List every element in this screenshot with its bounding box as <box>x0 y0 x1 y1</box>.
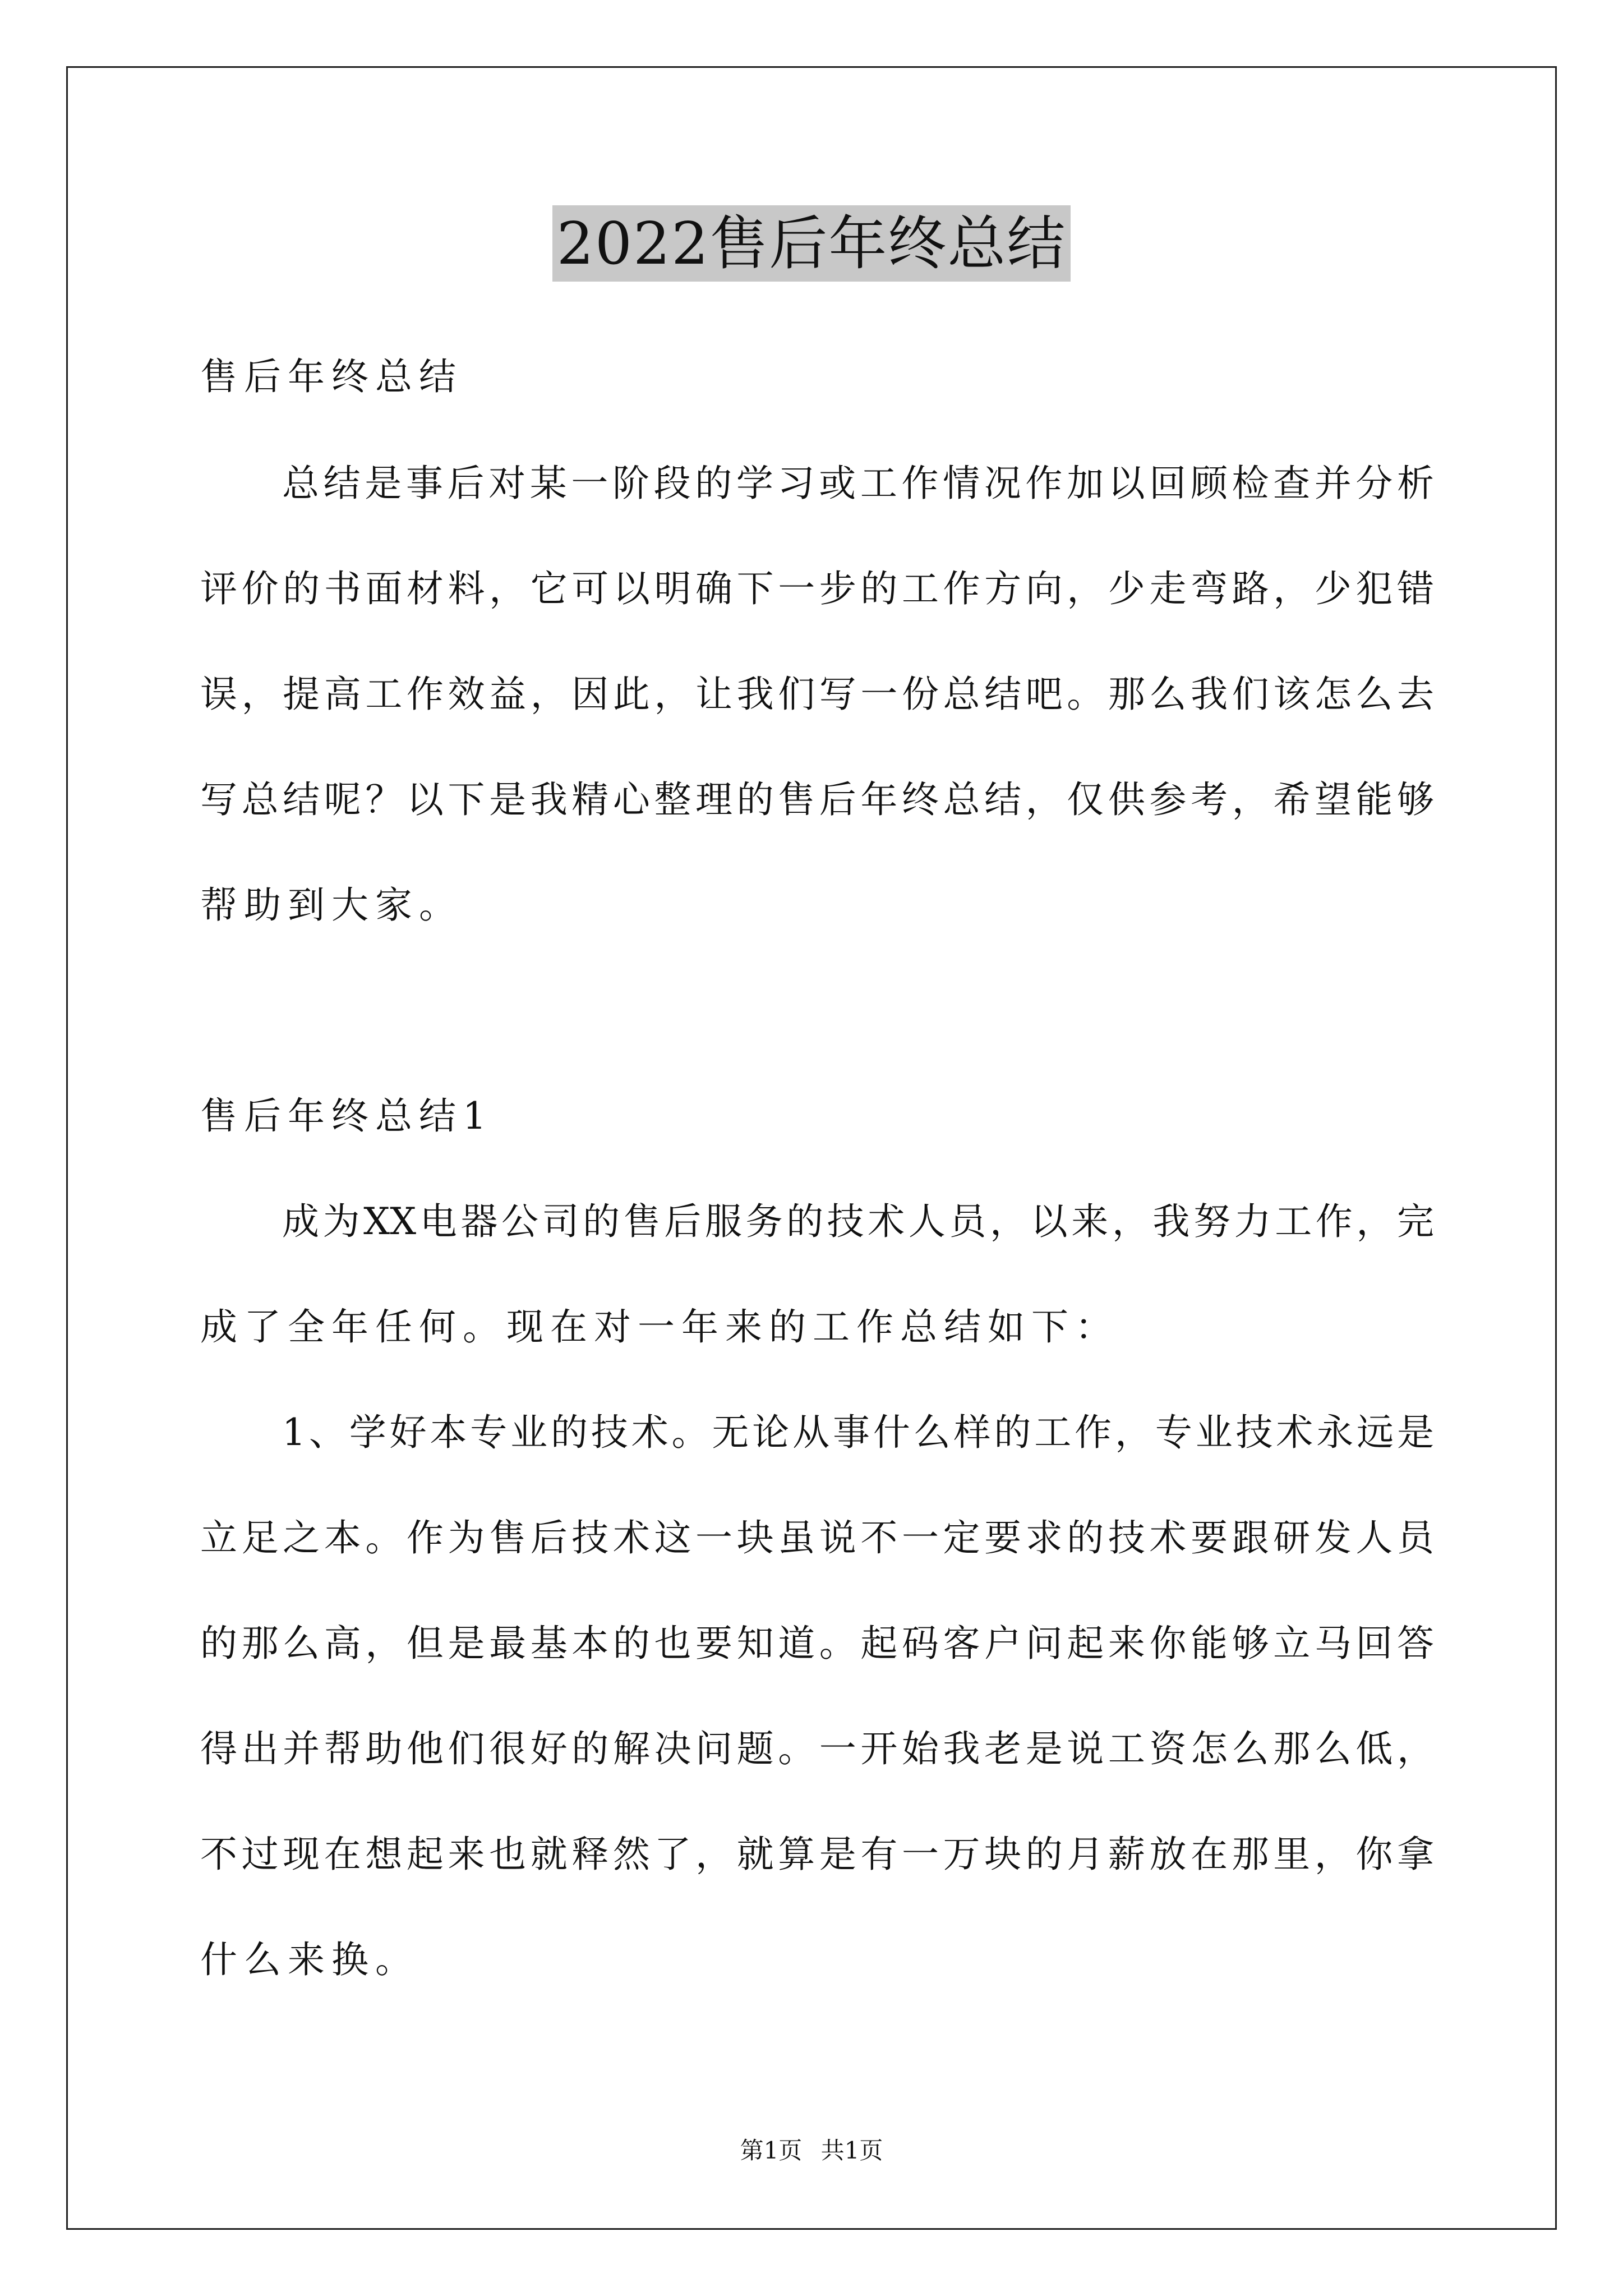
title-container <box>0 205 1623 282</box>
paragraph-line: 成为XX电器公司的售后服务的技术人员，以来，我努力工作，完 <box>282 1200 1434 1243</box>
intro-line: 总结是事后对某一阶段的学习或工作情况作加以回顾检查并分析 <box>282 462 1434 505</box>
paragraph-line: 不过现在想起来也就释然了，就算是有一万块的月薪放在那里，你拿 <box>200 1833 1434 1876</box>
intro-line: 评价的书面材料，它可以明确下一步的工作方向，少走弯路，少犯错 <box>200 567 1434 610</box>
page-total: 共1页 <box>820 2137 883 2164</box>
page-footer <box>0 2135 1623 2166</box>
intro-line: 误，提高工作效益，因此，让我们写一份总结吧。那么我们该怎么去 <box>200 673 1434 716</box>
paragraph-line: 1、学好本专业的技术。无论从事什么样的工作，专业技术永远是 <box>282 1411 1434 1454</box>
intro-line: 写总结呢？以下是我精心整理的售后年终总结，仅供参考，希望能够 <box>200 778 1434 821</box>
paragraph-line: 成了全年任何。现在对一年来的工作总结如下： <box>200 1305 1119 1349</box>
paragraph-line: 的那么高，但是最基本的也要知道。起码客户问起来你能够立马回答 <box>200 1622 1434 1665</box>
page-number: 第1页 <box>740 2137 803 2164</box>
paragraph-line: 立足之本。作为售后技术这一块虽说不一定要求的技术要跟研发人员 <box>200 1516 1434 1559</box>
document-title: 2022售后年终总结 <box>552 205 1071 282</box>
intro-line: 帮助到大家。 <box>200 884 463 927</box>
subtitle: 售后年终总结 <box>200 355 463 398</box>
section-heading: 售后年终总结1 <box>200 1094 493 1138</box>
paragraph-line: 什么来换。 <box>200 1938 419 1981</box>
paragraph-line: 得出并帮助他们很好的解决问题。一开始我老是说工资怎么那么低， <box>200 1727 1434 1770</box>
